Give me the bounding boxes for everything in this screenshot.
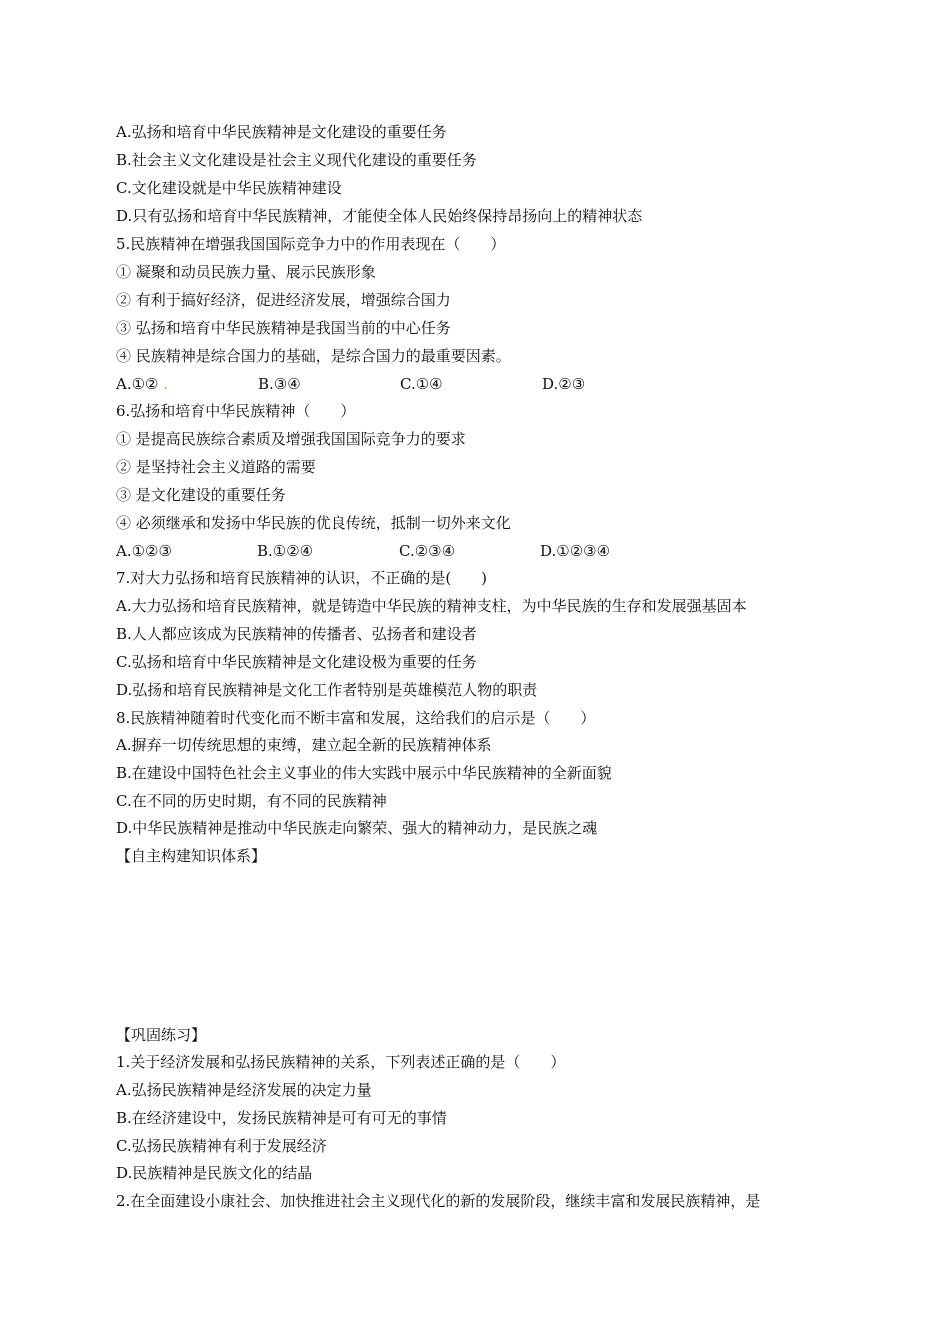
q8-option-b: B.在建设中国特色社会主义事业的伟大实践中展示中华民族精神的全新面貌 [116, 764, 612, 782]
q4-option-d: D.只有弘扬和培育中华民族精神，才能使全体人民始终保持昂扬向上的精神状态 [116, 207, 643, 225]
q6-item-2: ② 是坚持社会主义道路的需要 [116, 458, 316, 476]
q5-choice-d: D.②③ [542, 375, 586, 393]
q5-stem: 5.民族精神在增强我国国际竞争力中的作用表现在（ ） [116, 235, 506, 253]
q7-option-a: A.大力弘扬和培育民族精神，就是铸造中华民族的精神支柱，为中华民族的生存和发展强基固本 [116, 597, 747, 615]
p2-stem: 2.在全面建设小康社会、加快推进社会主义现代化的新的发展阶段，继续丰富和发展民族精神，是 [116, 1192, 761, 1210]
q5-item-2: ② 有利于搞好经济，促进经济发展，增强综合国力 [116, 291, 451, 309]
q5-item-1: ① 凝聚和动员民族力量、展示民族形象 [116, 263, 376, 281]
q6-stem: 6.弘扬和培育中华民族精神（ ） [116, 402, 356, 420]
q7-option-b: B.人人都应该成为民族精神的传播者、弘扬者和建设者 [116, 625, 477, 643]
q5-item-3: ③ 弘扬和培育中华民族精神是我国当前的中心任务 [116, 319, 451, 337]
section-heading-practice: 【巩固练习】 [116, 1026, 207, 1044]
q8-option-a: A.摒弃一切传统思想的束缚，建立起全新的民族精神体系 [116, 736, 492, 754]
q6-item-3: ③ 是文化建设的重要任务 [116, 486, 286, 504]
p1-option-d: D.民族精神是民族文化的结晶 [116, 1164, 313, 1182]
p1-option-a: A.弘扬民族精神是经济发展的决定力量 [116, 1081, 372, 1099]
q8-option-c: C.在不同的历史时期，有不同的民族精神 [116, 792, 387, 810]
q6-item-1: ① 是提高民族综合素质及增强我国国际竞争力的要求 [116, 430, 466, 448]
p1-option-b: B.在经济建设中，发扬民族精神是可有可无的事情 [116, 1109, 447, 1127]
q6-choices [116, 541, 610, 561]
q5-choice-a: A.①② . [116, 375, 169, 393]
q5-choice-b: B.③④ [258, 375, 301, 393]
q5-choice-c: C.①④ [400, 375, 443, 393]
q6-choice-c: C.②③④ [399, 542, 456, 560]
q5-item-4: ④ 民族精神是综合国力的基础，是综合国力的最重要因素。 [116, 347, 511, 365]
q6-item-4: ④ 必须继承和发扬中华民族的优良传统，抵制一切外来文化 [116, 514, 511, 532]
q4-option-c: C.文化建设就是中华民族精神建设 [116, 179, 342, 197]
q7-option-c: C.弘扬和培育中华民族精神是文化建设极为重要的任务 [116, 653, 477, 671]
q4-option-b: B.社会主义文化建设是社会主义现代化建设的重要任务 [116, 151, 477, 169]
q6-choice-d: D.①②③④ [540, 542, 611, 560]
q7-option-d: D.弘扬和培育民族精神是文化工作者特别是英雄模范人物的职责 [116, 681, 538, 699]
q7-stem: 7.对大力弘扬和培育民族精神的认识，不正确的是( ) [116, 569, 488, 587]
q8-stem: 8.民族精神随着时代变化而不断丰富和发展，这给我们的启示是（ ） [116, 709, 596, 727]
q5-choices [116, 374, 585, 394]
section-heading-build: 【自主构建知识体系】 [116, 847, 267, 865]
dot-mark-icon: . [163, 375, 169, 393]
p1-stem: 1.关于经济发展和弘扬民族精神的关系，下列表述正确的是（ ） [116, 1053, 566, 1071]
q4-option-a: A.弘扬和培育中华民族精神是文化建设的重要任务 [116, 123, 447, 141]
q8-option-d: D.中华民族精神是推动中华民族走向繁荣、强大的精神动力，是民族之魂 [116, 819, 598, 837]
p1-option-c: C.弘扬民族精神有利于发展经济 [116, 1137, 327, 1155]
q6-choice-b: B.①②④ [257, 542, 314, 560]
q6-choice-a: A.①②③ [116, 542, 172, 560]
